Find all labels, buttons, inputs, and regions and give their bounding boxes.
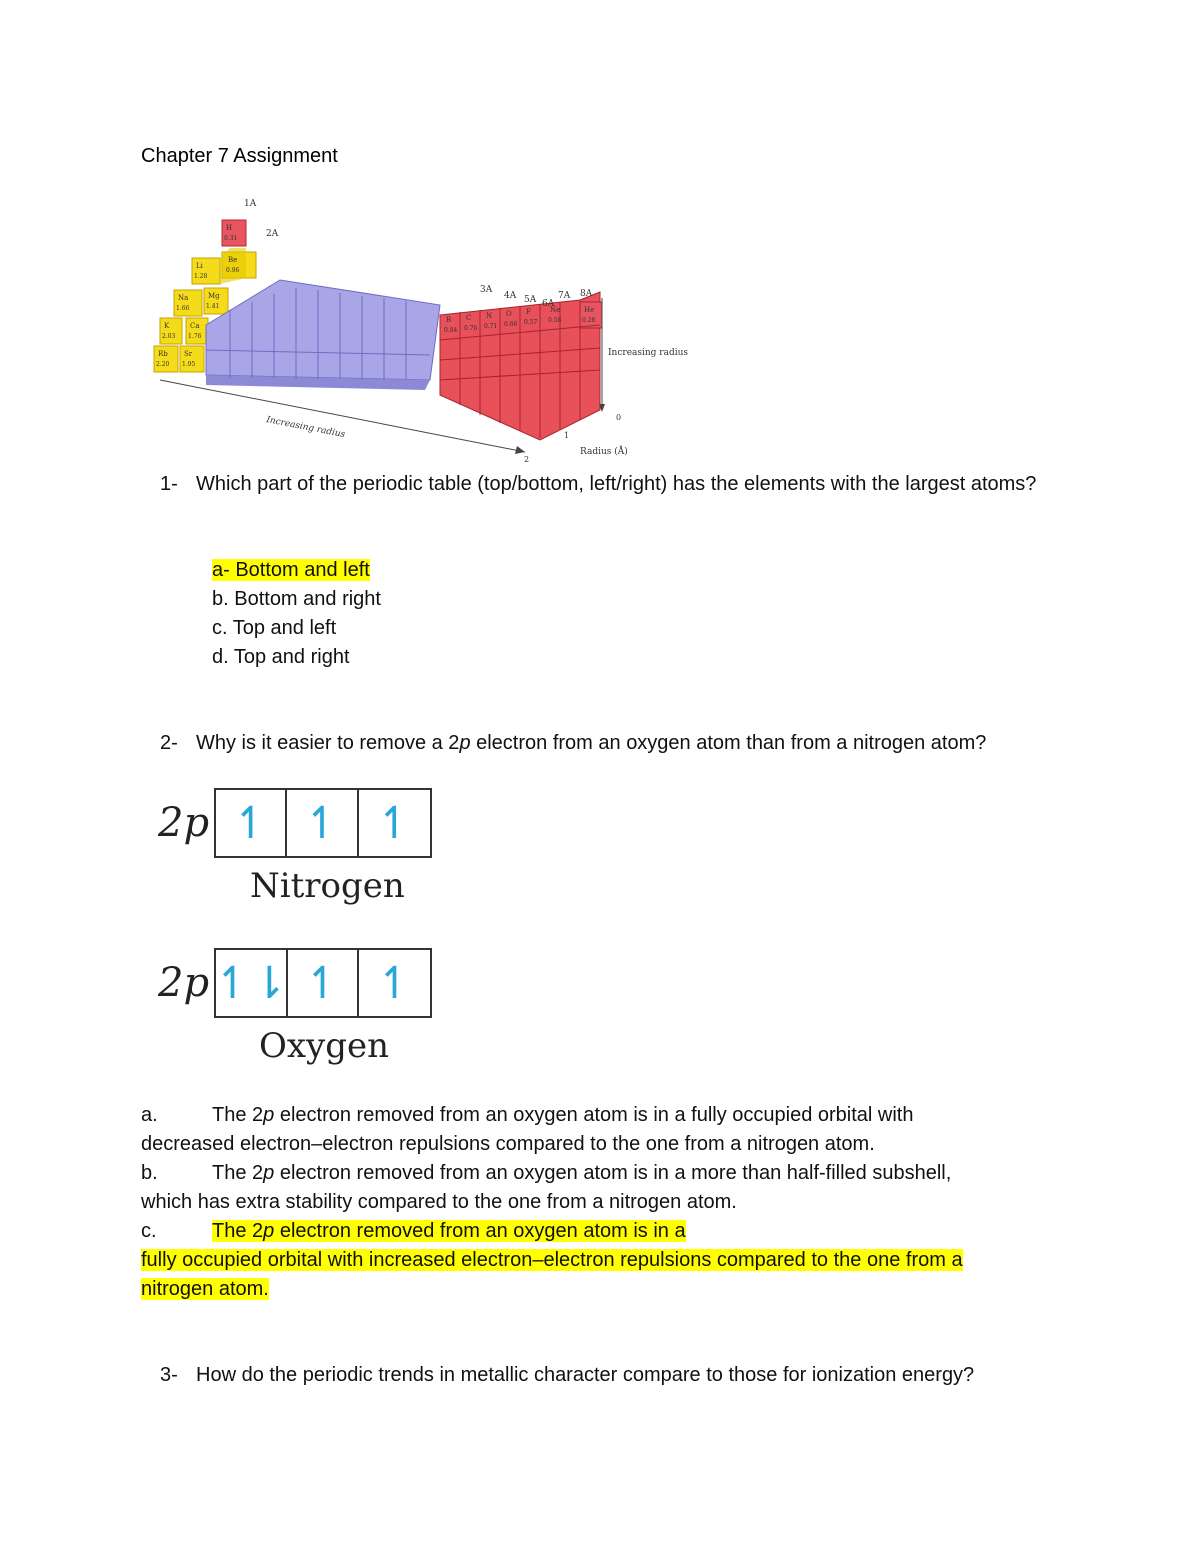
element-na: Na — [178, 294, 189, 302]
q2-text-italic: p — [459, 732, 471, 754]
axis-tick-0: 0 — [616, 413, 622, 422]
q2-answer-a-letter: a. — [141, 1104, 158, 1126]
q2-answer-c-line3 — [141, 1275, 269, 1304]
q2-answer-a-line1 — [212, 1101, 913, 1130]
element-f-value: 0.57 — [524, 319, 538, 326]
q1-option-b: b. Bottom and right — [212, 588, 381, 610]
nitrogen-orbital-cell: ↿ — [216, 790, 287, 856]
page-title: Chapter 7 Assignment — [141, 145, 338, 167]
q2-answer-c-letter: c. — [141, 1220, 157, 1242]
oxygen-orbital-cell: ↿⇂ — [216, 950, 288, 1016]
group-label-6a: 6A — [542, 299, 555, 309]
group-label-3a: 3A — [480, 285, 493, 295]
group-label-7a: 7A — [558, 291, 571, 301]
element-li-value: 1.28 — [194, 273, 208, 280]
element-k-value: 2.03 — [162, 333, 176, 340]
element-rb: Rb — [158, 350, 168, 358]
q3-text: How do the periodic trends in metallic character compare to those for ionization energy? — [196, 1364, 975, 1386]
group-label-8a: 8A — [580, 289, 593, 299]
q2-answer-b-pre: The 2 — [212, 1162, 264, 1184]
q2-answer-b-post: electron removed from an oxygen atom is in a more than half-filled subshell, — [274, 1162, 952, 1184]
element-be-value: 0.96 — [226, 267, 240, 274]
q2-answer-c-post: electron removed from an oxygen atom is in a — [274, 1220, 686, 1242]
element-sr-value: 1.95 — [182, 361, 196, 368]
oxygen-orbital-box — [214, 948, 432, 1018]
oxygen-label: Oxygen — [259, 1026, 390, 1066]
element-he: He — [584, 306, 595, 314]
axis-increasing-radius-bottom: Increasing radius — [265, 415, 346, 441]
oxygen-orbital-cell: ↿ — [376, 957, 413, 1009]
q2-answer-c-line3-text: nitrogen atom. — [141, 1278, 269, 1300]
element-ca-value: 1.76 — [188, 333, 202, 340]
group-label-4a: 4A — [504, 291, 517, 301]
element-c-value: 0.76 — [464, 325, 478, 332]
element-h-value: 0.31 — [224, 235, 238, 242]
nitrogen-orbital-label: 2p — [158, 800, 210, 846]
element-ne: Ne — [550, 306, 561, 314]
q2-answer-c-line1 — [212, 1217, 686, 1246]
nitrogen-orbital-cell: ↿ — [375, 797, 413, 849]
nitrogen-label: Nitrogen — [250, 866, 405, 906]
q1-option-a-label: a- Bottom and left — [212, 559, 370, 581]
element-b-value: 0.84 — [444, 327, 458, 334]
element-sr: Sr — [184, 350, 193, 358]
element-k: K — [164, 322, 170, 330]
element-h: H — [226, 224, 233, 232]
q2-answer-c-pre: The 2 — [212, 1220, 264, 1242]
group-label-2a: 2A — [266, 229, 279, 239]
axis-tick-2: 2 — [524, 455, 530, 464]
element-he-value: 0.28 — [582, 317, 596, 324]
oxygen-orbital-label: 2p — [158, 960, 210, 1006]
q2-answer-b-p: p — [263, 1162, 275, 1184]
q1-option-c: c. Top and left — [212, 617, 337, 639]
element-b: B — [446, 316, 452, 324]
q2-number: 2- — [160, 732, 178, 754]
element-n: N — [486, 312, 493, 320]
q2-answer-a-line2: decreased electron–electron repulsions compared to the one from a nitrogen atom. — [141, 1133, 875, 1155]
q1-number: 1- — [160, 473, 178, 495]
q2-answer-b-line2: which has extra stability compared to the one from a nitrogen atom. — [141, 1191, 737, 1213]
element-ne-value: 0.58 — [548, 317, 562, 324]
q1-text: Which part of the periodic table (top/bottom, left/right) has the elements with the largest atoms? — [196, 473, 1037, 495]
q2-answer-a-p: p — [263, 1104, 275, 1126]
element-o: O — [506, 310, 512, 318]
element-n-value: 0.71 — [484, 323, 498, 330]
q2-answer-b-line1 — [212, 1159, 951, 1188]
q2-answer-c-p: p — [263, 1220, 275, 1242]
q2-answer-c-line2-text: fully occupied orbital with increased electron–electron repulsions compared to the one from a — [141, 1249, 963, 1271]
group-label-5a: 5A — [524, 295, 537, 305]
q2-text-before: Why is it easier to remove a 2 — [196, 732, 460, 754]
element-ca: Ca — [190, 322, 200, 330]
element-f: F — [526, 308, 531, 316]
q2-text — [196, 729, 986, 758]
element-mg: Mg — [208, 292, 220, 300]
axis-increasing-radius-right: Increasing radius — [608, 348, 689, 358]
q2-answer-b-letter: b. — [141, 1162, 158, 1184]
q2-answer-a-post: electron removed from an oxygen atom is in a fully occupied orbital with — [274, 1104, 914, 1126]
p-block — [440, 292, 602, 440]
d-block — [206, 280, 440, 390]
group-label-1a: 1A — [244, 199, 257, 209]
element-mg-value: 1.41 — [206, 303, 220, 310]
axis-tick-1: 1 — [564, 431, 570, 440]
oxygen-orbital-cell: ↿ — [288, 950, 359, 1016]
element-be: Be — [228, 256, 238, 264]
q2-answer-c-line2 — [141, 1246, 963, 1275]
element-c: C — [466, 314, 472, 322]
atomic-radius-figure — [140, 190, 689, 470]
element-rb-value: 2.20 — [156, 361, 170, 368]
element-o-value: 0.66 — [504, 321, 518, 328]
nitrogen-orbital-box — [214, 788, 432, 858]
axis-radius-label: Radius (Å) — [580, 447, 628, 457]
nitrogen-orbital-cell: ↿ — [287, 790, 358, 856]
q1-option-a — [212, 556, 370, 585]
q1-option-d: d. Top and right — [212, 646, 350, 668]
q2-answer-a-pre: The 2 — [212, 1104, 264, 1126]
q3-number: 3- — [160, 1364, 178, 1386]
element-li: Li — [196, 262, 203, 270]
q2-text-after: electron from an oxygen atom than from a nitrogen atom? — [470, 732, 987, 754]
element-na-value: 1.66 — [176, 305, 190, 312]
